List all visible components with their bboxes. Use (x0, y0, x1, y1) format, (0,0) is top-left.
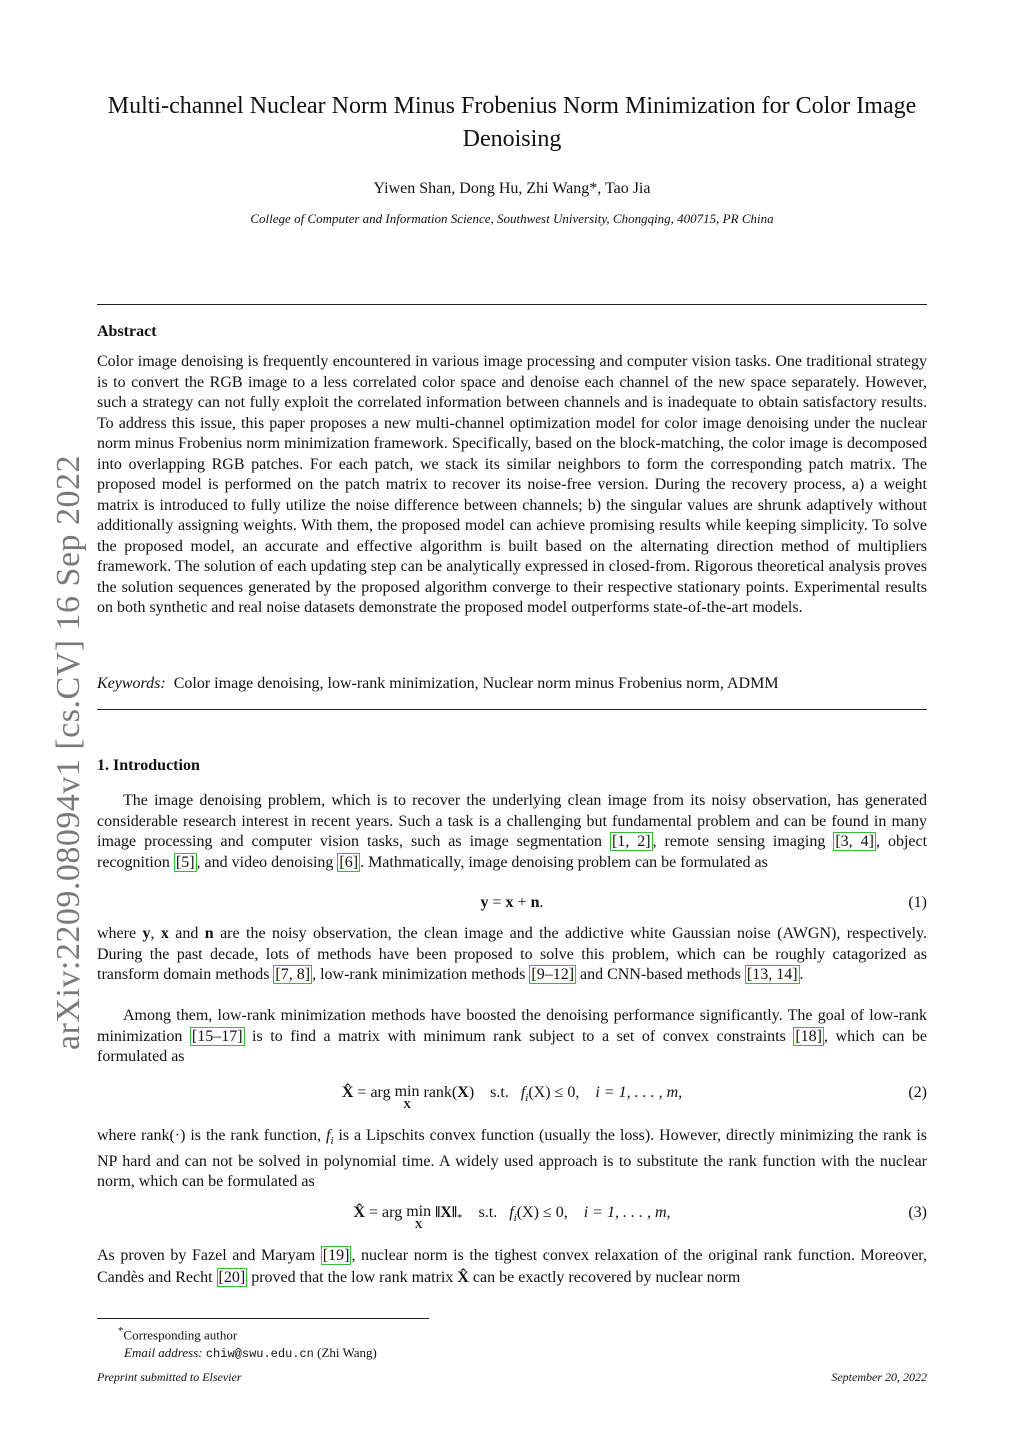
text-run: , which can be formulated as (97, 1027, 927, 1065)
eq-term: rank( (423, 1084, 458, 1101)
eq-term: (X) ≤ 0, (516, 1204, 568, 1221)
top-divider (97, 304, 927, 305)
text-run: . Mathmatically, image denoising problem can be formulated as (360, 853, 768, 871)
eq-symbol: X̂ (457, 1269, 469, 1286)
abstract-heading: Abstract (97, 323, 157, 340)
text-run: As proven by Fazel and Maryam (97, 1247, 321, 1264)
text-run: , object recognition (97, 833, 928, 871)
eq-symbol: f (520, 1084, 526, 1101)
citation-link[interactable]: [13, 14] (746, 966, 798, 983)
eq-subscript: * (457, 1212, 463, 1225)
text-run: is a Lipschits convex function (usually the loss). However, directly minimizing the rank is NP hard and can not be solved in polynomial time. A widely used approach is to substitute the rank function with the nuclear norm, which can be formulated as (97, 1127, 927, 1191)
eq-symbol: n (204, 925, 214, 942)
citation-link[interactable]: [3, 4] (835, 833, 874, 850)
eq-symbol: x (505, 894, 514, 911)
footer-date: September 20, 2022 (831, 1370, 927, 1384)
eq-operator: = (488, 894, 506, 911)
keywords-label: Keywords: (97, 675, 166, 692)
footnote-corresponding (118, 1322, 377, 1344)
eq-symbol: n (530, 894, 540, 911)
eq-term: ) (468, 1084, 475, 1101)
footer-preprint-note: Preprint submitted to Elsevier (97, 1370, 242, 1384)
equation-number: (1) (908, 894, 927, 911)
eq-operator: . (539, 894, 544, 911)
abstract-bottom-divider (97, 709, 927, 710)
intro-paragraph-1 (97, 791, 927, 873)
footnote-text: Corresponding author (123, 1327, 238, 1343)
eq-range: i = 1, . . . , m, (595, 1084, 683, 1101)
paper-title: Multi-channel Nuclear Norm Minus Frobenius Norm Minimization for Color Image Denoising (107, 93, 917, 152)
eq-symbol: f (509, 1204, 514, 1221)
equation-3 (97, 1204, 927, 1236)
eq-operator: = arg (353, 1084, 395, 1101)
arxiv-identifier-stamp: arXiv:2209.08094v1 [cs.CV] 16 Sep 2022 (50, 454, 87, 1050)
argmin-label: min (406, 1203, 432, 1220)
text-run: can be exactly recovered by nuclear norm (468, 1269, 741, 1286)
eq-operator: = arg (365, 1204, 407, 1221)
text-run: and CNN-based methods (576, 966, 745, 983)
keywords-text: Color image denoising, low-rank minimization, Nuclear norm minus Frobenius norm, ADMM (173, 675, 779, 692)
text-run: is to find a matrix with minimum rank subject to a set of convex constraints (244, 1027, 794, 1045)
eq-symbol: y (480, 894, 489, 911)
author-list: Yiwen Shan, Dong Hu, Zhi Wang*, Tao Jia (373, 180, 651, 197)
intro-paragraph-4 (97, 1126, 927, 1193)
text-run: . (799, 966, 804, 983)
eq-range: i = 1, . . . , m, (583, 1204, 671, 1221)
argmin-subscript: X (414, 1219, 423, 1231)
text-run: , (150, 925, 161, 942)
citation-link[interactable]: [9–12] (531, 966, 575, 983)
equation-number: (3) (908, 1204, 927, 1221)
eq-operator: + (513, 894, 531, 911)
text-run: proved that the low rank matrix (247, 1269, 458, 1286)
footnote (118, 1322, 377, 1363)
citation-link[interactable]: [1, 2] (611, 833, 651, 850)
equation-1-body (97, 894, 927, 912)
equation-1 (97, 894, 927, 916)
eq-symbol: X (457, 1084, 469, 1101)
footnote-divider (97, 1318, 429, 1319)
citation-link[interactable]: [6] (339, 853, 359, 871)
keywords (97, 674, 927, 695)
text-run: where rank(·) is the rank function, (97, 1127, 326, 1144)
text-run: Among them, low-rank minimization methods have boosted the denoising performance significantly. The goal of low-rank minimization (97, 1007, 927, 1045)
eq-subscript: i (330, 1135, 334, 1148)
citation-link[interactable]: [7, 8] (275, 966, 311, 983)
text-run: , and video denoising (196, 853, 338, 871)
eq-symbol: X̂ (353, 1204, 366, 1221)
intro-paragraph-5 (97, 1245, 927, 1289)
intro-paragraph-3 (97, 1006, 927, 1068)
eq-subscript: i (525, 1092, 529, 1105)
equation-2 (97, 1084, 927, 1116)
citation-link[interactable]: [20] (218, 1269, 246, 1286)
argmin-label: min (394, 1083, 420, 1100)
eq-symbol: f (326, 1127, 331, 1144)
argmin-subscript: X (403, 1099, 412, 1111)
abstract-text: Color image denoising is frequently encountered in various image processing and computer vision tasks. One traditional strategy is to convert the RGB image to a less correlated color space and denoise each channel of the new space separately. However, such a strategy can not fully exploit the correlated information between channels and is inadequate to obtain satisfactory results. To address this issue, this paper proposes a new multi-channel optimization model for color image denoising under the nuclear norm minus Frobenius norm minimization framework. Specifically, based on the block-matching, the color image is decomposed into overlapping RGB patches. For each patch, we stack its similar neighbors to form the corresponding patch matrix. The proposed model is performed on the patch matrix to recover its noise-free version. During the recovery process, a) a weight matrix is introduced to fully utilize the noise difference between channels; b) the singular values are shrunk adaptively without additionally assigning weights. With them, the proposed model can achieve promising results while keeping simplicity. To solve the proposed model, an accurate and effective algorithm is built based on the alternating direction method of multipliers framework. The solution of each updating step can be analytically expressed in closed-from. Rigorous theoretical analysis proves the solution sequences generated by the proposed algorithm converge to their respective stationary points. Experimental results on both synthetic and real noise datasets demonstrate the proposed model outperforms state-of-the-art models. (97, 353, 927, 616)
eq-symbol: X̂ (341, 1084, 354, 1101)
text-run: , nuclear norm is the tighest convex relaxation of the original rank function. Moreover, Candès and Recht (97, 1247, 927, 1286)
equation-number: (2) (908, 1084, 927, 1101)
eq-norm: ‖X‖ (435, 1204, 458, 1221)
text-run: are the noisy observation, the clean image and the addictive white Gaussian noise (AWGN), respectively. During the past decade, lots of methods have been proposed to solve this problem, which can be roughly catagorized as transform domain methods (97, 925, 928, 983)
text-run: where (97, 925, 143, 942)
equation-3-body (97, 1204, 927, 1231)
text-run: , low-rank minimization methods (312, 966, 530, 983)
text-run: , remote sensing imaging (652, 833, 834, 850)
eq-term: (X) ≤ 0, (528, 1084, 580, 1101)
argmin-operator (406, 1204, 431, 1231)
citation-link[interactable]: [19] (322, 1247, 350, 1264)
eq-subscript: i (513, 1212, 517, 1225)
section-heading-introduction: 1. Introduction (97, 757, 200, 774)
footnote-marker: * (118, 1325, 124, 1337)
equation-2-body (97, 1084, 927, 1111)
email-link[interactable]: chiw@swu.edu.cn (205, 1347, 314, 1362)
footnote-email-line (118, 1344, 377, 1363)
email-owner: (Zhi Wang) (317, 1345, 377, 1361)
argmin-operator (395, 1084, 420, 1111)
email-label: Email address: (124, 1345, 203, 1361)
citation-link[interactable]: [15–17] (191, 1027, 243, 1045)
eq-constraint-label: s.t. (490, 1084, 509, 1101)
citation-link[interactable]: [18] (795, 1027, 822, 1045)
eq-constraint-label: s.t. (478, 1204, 498, 1221)
text-run: The image denoising problem, which is to recover the underlying clean image from its noisy observation, has generated considerable research interest in recent years. Such a task is a challenging but fundamental problem and can be found in many image processing and computer vision tasks, such as image segmentation (97, 792, 927, 850)
eq-symbol: y (142, 925, 151, 942)
text-run: and (168, 925, 205, 942)
eq-symbol: x (160, 925, 169, 942)
affiliation: College of Computer and Information Science, Southwest University, Chongqing, 400715, PR China (250, 211, 774, 226)
citation-link[interactable]: [5] (175, 853, 195, 871)
intro-paragraph-2 (97, 924, 927, 986)
